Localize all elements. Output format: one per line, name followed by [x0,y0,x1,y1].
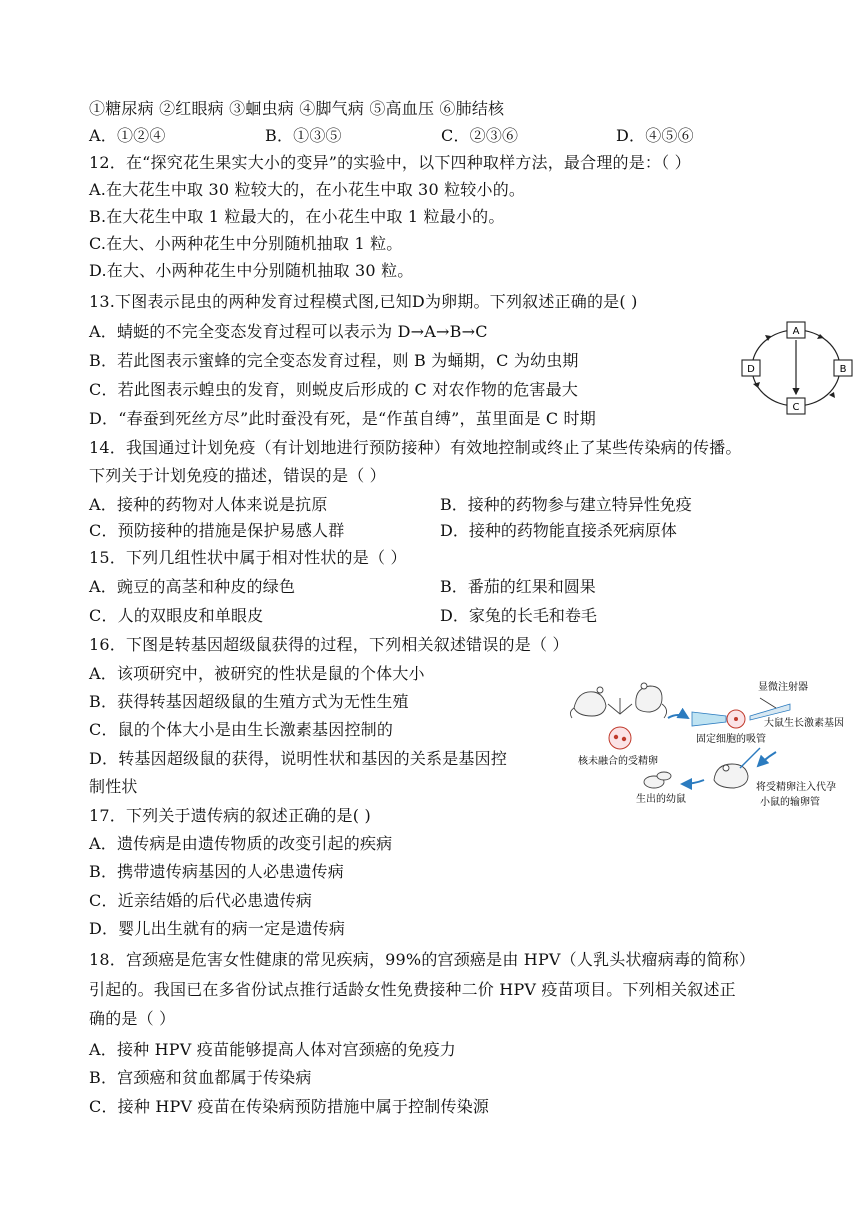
q14-stem-line2: 下列关于计划免疫的描述，错误的是（ ） [89,466,386,485]
q12-option-d: D.在大、小两种花生中分别随机抽取 30 粒。 [89,261,414,280]
oviduct-label: 小鼠的输卵管 [760,797,820,808]
q16-option-c: C．鼠的个体大小是由生长激素基因控制的 [89,720,394,739]
gene-label: 大鼠生长激素基因 [764,718,844,729]
q11-option-c: C．②③⑥ [441,126,519,145]
q11-items: ①糖尿病 ②红眼病 ③蛔虫病 ④脚气病 ⑤高血压 ⑥肺结核 [89,99,505,118]
q16-option-d-line2: 制性状 [89,777,138,796]
q18-option-b: B．宫颈癌和贫血都属于传染病 [89,1068,312,1087]
mating-lines [608,698,632,714]
q13-option-c: C．若此图表示蝗虫的发育，则蜕皮后形成的 C 对农作物的危害最大 [89,380,579,399]
q18-option-c: C．接种 HPV 疫苗在传染病预防措施中属于控制传染源 [89,1097,490,1116]
q17-option-a: A．遗传病是由遗传物质的改变引起的疾病 [89,834,393,853]
label-a: A [792,326,800,337]
q12-option-a: A.在大花生中取 30 粒较大的，在小花生中取 30 粒较小的。 [89,180,526,199]
inject-label: 将受精卵注入代孕 [756,782,836,793]
label-c: C [792,402,800,413]
q13-stem: 13.下图表示昆虫的两种发育过程模式图,已知D为卵期。下列叙述正确的是( ) [89,292,638,311]
nucleus-1-icon [614,735,618,739]
surrogate-mouse-icon [714,748,760,788]
q11-option-a: A．①②④ [89,126,166,145]
q11-option-b: B．①③⑤ [265,126,342,145]
transgenic-mouse-figure [564,668,852,818]
label-d: D [747,364,755,375]
step-arrow-1 [668,715,688,718]
q12-option-b: B.在大花生中取 1 粒最大的，在小花生中取 1 粒最小的。 [89,207,505,226]
q13-option-a: A．蜻蜓的不完全变态发育过程可以表示为 D→A→B→C [89,322,488,341]
q16-stem: 16．下图是转基因超级鼠获得的过程，下列相关叙述错误的是（ ） [89,635,569,654]
pipette-label: 固定细胞的吸管 [696,734,766,745]
q17-stem: 17．下列关于遗传病的叙述正确的是( ) [89,806,371,825]
pups-icon [644,772,671,788]
q15-option-c: C．人的双眼皮和单眼皮 [89,606,264,625]
cycle-arrowhead-bottom [753,382,760,388]
step-arrow-3 [682,780,704,784]
q15-stem: 15．下列几组性状中属于相对性状的是（ ） [89,548,407,567]
q14-stem-line1: 14．我国通过计划免疫（有计划地进行预防接种）有效地控制或终止了某些传染病的传播。 [89,438,742,457]
q12-stem: 12．在“探究花生果实大小的变异”的实验中，以下四种取样方法，最合理的是：（ ） [89,153,691,172]
q16-option-b: B．获得转基因超级鼠的生殖方式为无性生殖 [89,692,409,711]
q13-option-d: D．“春蚕到死丝方尽”此时蚕没有死，是“作茧自缚”，茧里面是 C 时期 [89,409,596,428]
insect-development-diagram [738,318,858,418]
syringe-label: 显微注射器 [758,682,808,693]
egg-label: 核未融合的受精卵 [578,756,658,767]
label-b: B [839,364,847,375]
q17-option-c: C．近亲结婚的后代必患遗传病 [89,891,313,910]
q14-option-a: A．接种的药物对人体来说是抗原 [89,495,328,514]
q14-option-d: D．接种的药物能直接杀死病原体 [440,521,677,540]
q14-option-c: C．预防接种的措施是保护易感人群 [89,521,345,540]
q18-stem-line2: 引起的。我国已在多省份试点推行适龄女性免费接种二价 HPV 疫苗项目。下列相关叙述正 [89,980,736,999]
pups-label: 生出的幼鼠 [636,794,686,805]
fertilized-egg-icon [609,727,631,749]
q15-option-d: D．家兔的长毛和卷毛 [440,606,597,625]
q15-option-a: A．豌豆的高茎和种皮的绿色 [89,577,296,596]
q18-stem-line1: 18．宫颈癌是危害女性健康的常见疾病，99%的宫颈癌是由 HPV（人乳头状瘤病毒的简称） [89,950,756,969]
q13-option-b: B．若此图表示蜜蜂的完全变态发育过程，则 B 为蛹期，C 为幼虫期 [89,351,579,370]
q17-option-d: D．婴儿出生就有的病一定是遗传病 [89,919,346,938]
step-arrow-2 [758,752,776,766]
q12-option-c: C.在大、小两种花生中分别随机抽取 1 粒。 [89,234,403,253]
q15-option-b: B．番茄的红果和圆果 [440,577,596,596]
nucleus-2-icon [622,737,626,741]
q16-option-d-line1: D．转基因超级鼠的获得，说明性状和基因的关系是基因控 [89,749,508,768]
q18-option-a: A．接种 HPV 疫苗能够提高人体对宫颈癌的免疫力 [89,1040,457,1059]
q18-stem-line3: 确的是（ ） [89,1009,176,1028]
q11-option-d: D．④⑤⑥ [616,126,694,145]
q14-option-b: B．接种的药物参与建立特异性免疫 [440,495,692,514]
q11-options [89,126,789,146]
q17-option-b: B．携带遗传病基因的人必患遗传病 [89,862,344,881]
q16-option-a: A．该项研究中，被研究的性状是鼠的个体大小 [89,664,425,683]
